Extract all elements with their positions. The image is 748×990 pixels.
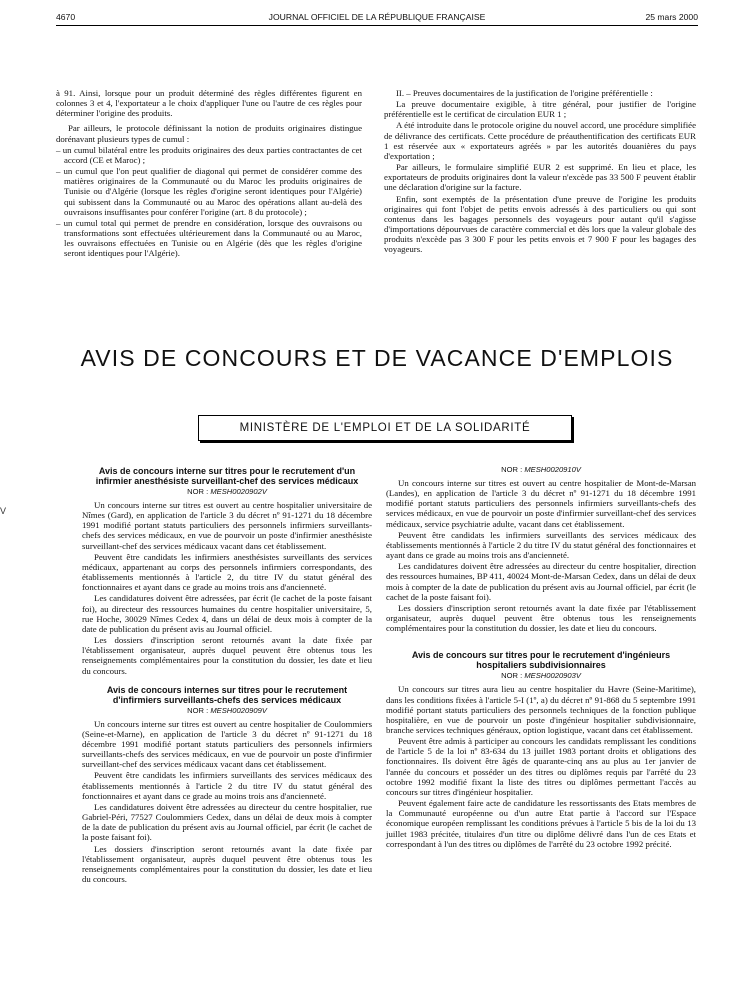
paragraph: Enfin, sont exemptés de la présentation d'une preuve de l'origine les produits originaires qui font l'objet de petits envois adressés à des particuliers ou qui sont contenus dans les bagages personnels des voyageurs pour autant qu'il s'agisse d'importations dépourvues de caractère commercial et dès lors que la valeur globale des produits n'excède pas 3 300 F pour les petits envois et 7 900 F pour les bagages des voyageurs. — [384, 193, 696, 255]
paragraph: Un concours interne sur titres est ouvert au centre hospitalier de Mont-de-Marsan (Landes), en application de l'article 3 du décret nº 91-1271 du 18 décembre 1991 modifié portant statuts particuliers des personnels infirmiers surveillants-chefs des services médicaux, en vue de pourvoir un poste d'infirmier surveillant-chef des services médicaux, service psychiatrie adulte, vacant dans cet établissement. — [386, 478, 696, 529]
section-title: AVIS DE CONCOURS ET DE VACANCE D'EMPLOIS — [80, 345, 674, 371]
publication-date: 25 mars 2000 — [645, 12, 698, 22]
subheading: II. – Preuves documentaires de la justification de l'origine préférentielle : — [396, 88, 653, 98]
ministry-heading — [198, 415, 572, 441]
nor-reference — [82, 705, 372, 716]
nor-reference — [386, 464, 696, 475]
nor-code: MESH0020902V — [210, 487, 267, 496]
nor-reference — [82, 486, 372, 497]
nor-code: MESH0020909V — [210, 705, 267, 715]
paragraph: Les dossiers d'inscription seront retournés avant la date fixée par l'établissement organisateur, auprès duquel peuvent être obtenus tous les renseignements complémentaires pour la constitution du dossier, les date et lieu du concours. — [82, 635, 372, 676]
paragraph: A été introduite dans le protocole origine du nouvel accord, une procédure simplifiée de délivrance des certificats. Cette procédure de préauthentification des certificats EUR 1 est réservée aux « exportateurs agréés » par les autorités douanières du pays d'exportation ; — [384, 120, 696, 161]
paragraph: Un concours sur titres aura lieu au centre hospitalier du Havre (Seine-Maritime), dans les conditions fixées à l'article 5-I (1º, a) du décret nº 91-868 du 5 septembre 1991 modifié portant statuts particuliers des personnels techniques de la fonction publique hospitalière, en vue de pourvoir un poste d'ingénieur hospitalier subdivisionnaire, branche services techniques généraux, option logistique, vacant dans cet établissement. — [386, 684, 696, 735]
ministry-name: MINISTÈRE DE L'EMPLOI ET DE LA SOLIDARITÉ — [239, 422, 531, 434]
nor-label: NOR : — [187, 487, 209, 496]
header-rule — [56, 25, 698, 26]
paragraph: Les dossiers d'inscription seront retournés avant la date fixée par l'établissement organisateur, auprès duquel peuvent être obtenus tous les renseignements complémentaires pour la constitution du dossier, les date et lieu du concours. — [386, 602, 696, 634]
top-right-column — [384, 88, 696, 256]
paragraph: Par ailleurs, le protocole définissant la notion de produits originaires distingue dorénavant plusieurs types de cumul : — [56, 123, 362, 144]
list-item: – un cumul bilatéral entre les produits originaires des deux parties contractantes de cet accord (CE et Maroc) ; — [56, 145, 362, 165]
notice-title: Avis de concours internes sur titres pour le recrutement d'infirmiers surveillants-chefs des services médicaux — [106, 684, 348, 705]
paragraph: Un concours interne sur titres est ouvert au centre hospitalier universitaire de Nîmes (Gard), en application de l'article 3 du décret nº 91-1271 du 18 décembre 1991 modifié portant statuts particuliers des personnels infirmiers surveillants-chefs des services médicaux, en vue de pourvoir un poste d'infirmier anesthésiste surveillant-chef des services médicaux vacant dans cet établissement. — [82, 500, 372, 551]
paragraph: Peuvent également faire acte de candidature les ressortissants des Etats membres de la Communauté européenne ou d'un autre Etat partie à l'accord sur l'Espace économique européen remplissant les conditions prévues à l'article 5 bis de la loi du 13 juillet 1983 précitée, titulaires d'un titre ou diplôme délivré dans l'un de ces Etats et correspondant à l'un des titres ou diplômes de l'arrêté du 23 octobre 1992 précité. — [386, 798, 696, 849]
paragraph: Les candidatures doivent être adressées au directeur du centre hospitalier, direction des ressources humaines, BP 411, 40024 Mont-de-Marsan Cedex, dans un délai de deux mois à compter de la date de publication du présent avis au Journal officiel, par écrit (le cachet de la poste faisant foi). — [386, 561, 696, 602]
paragraph: Peuvent être candidats les infirmiers surveillants des services médicaux des établissements mentionnés à l'article 2 du titre IV du statut général des fonctionnaires et ayant dans ce grade au moins trois ans d'ancienneté. — [386, 529, 696, 561]
paragraph: Les candidatures doivent être adressées, par écrit (le cachet de la poste faisant foi), au directeur des ressources humaines du centre hospitalier universitaire, 5, rue Hoche, 30029 Nîmes Cedex 4, dans un délai de deux mois à compter de la date de publication du présent avis au Journal officiel. — [82, 593, 372, 634]
paragraph: Un concours interne sur titres est ouvert au centre hospitalier de Coulommiers (Seine-et-Marne), en application de l'article 3 du décret nº 91-1271 du 18 décembre 1991 modifié portant statuts particuliers des personnels infirmiers surveillants-chefs des services médicaux, en vue de pourvoir un poste d'infirmier surveillant-chef des services médicaux vacant dans cet établissement. — [82, 718, 372, 770]
nor-label: NOR : — [501, 465, 523, 474]
notice-title: Avis de concours sur titres pour le recrutement d'ingénieurs hospitaliers subdivisionnaires — [411, 650, 671, 671]
page-number: 4670 — [56, 12, 76, 22]
list-item: – un cumul total qui permet de prendre en considération, lorsque des ouvraisons ou transformations sont effectuées ultérieurement dans la Communauté ou au Maroc, les ouvraisons effectuées en Tunisie ou en Algérie (dès que les règles d'origine seront identiques pour l'Algérie). — [56, 218, 362, 259]
bottom-left-column — [82, 466, 372, 885]
nor-label: NOR : — [501, 671, 523, 681]
margin-mark: V — [0, 506, 7, 516]
list-item: – un cumul que l'on peut qualifier de diagonal qui permet de considérer comme des matières originaires de la Communauté ou du Maroc les produits originaires de Tunisie ou d'Algérie (lorsque les règles d'origine seront identiques pour l'Algérie) qui subissent dans la Communauté ou au Maroc des opérations allant au-delà des ouvraisons insuffisantes pour conférer l'origine (art. 8 du protocole) ; — [56, 166, 362, 217]
paragraph: La preuve documentaire exigible, à titre général, pour justifier de l'origine préférentielle est le certificat de circulation EUR 1 ; — [384, 99, 696, 120]
page-header — [56, 12, 698, 26]
paragraph: Peuvent être candidats les infirmiers surveillants des services médicaux des établissements mentionnés à l'article 2 du titre IV du statut général des fonctionnaires et ayant dans ce grade au moins trois ans d'ancienneté. — [82, 770, 372, 801]
nor-code: MESH0020910V — [524, 465, 581, 474]
bottom-right-column — [386, 464, 696, 850]
paragraph: Peuvent être admis à participer au concours les candidats remplissant les conditions de l'article 5 de la loi nº 83-634 du 13 juillet 1983 portant droits et obligations des fonctionnaires. Ils doivent être âgés de quarante-cinq ans au plus au 1er janvier de l'année du concours et posséder un des titres ou diplômes requis par l'arrêté du 23 octobre 1992 modifié fixant la liste des titres ou diplômes permettant l'accès au concours sur titres d'ingénieur hospitalier. — [386, 736, 696, 797]
paragraph: Par ailleurs, le formulaire simplifié EUR 2 est supprimé. En lieu et place, les exportateurs de produits originaires dont la valeur n'excède pas 33 500 F peuvent établir une déclaration d'origine sur la facture. — [384, 162, 696, 193]
top-left-column — [56, 88, 362, 260]
nor-reference — [386, 670, 696, 681]
paragraph: à 91. Ainsi, lorsque pour un produit déterminé des règles différentes figurent en colonnes 3 et 4, l'exportateur a le choix d'appliquer l'une ou l'autre de ces règles pour déterminer l'origine des produits. — [56, 88, 362, 119]
nor-label: NOR : — [187, 705, 209, 715]
paragraph: Les candidatures doivent être adressées au directeur du centre hospitalier, rue Gabriel-Péri, 77527 Coulommiers Cedex, dans un délai de deux mois à compter de la date de publication du présent avis au Journal officiel, par écrit (le cachet de la poste faisant foi). — [82, 801, 372, 843]
journal-title: JOURNAL OFFICIEL DE LA RÉPUBLIQUE FRANÇAISE — [268, 12, 486, 22]
nor-code: MESH0020903V — [524, 671, 581, 681]
notice-title: Avis de concours interne sur titres pour le recrutement d'un infirmier anesthésiste surveillant-chef des services médicaux — [95, 466, 359, 486]
paragraph: Peuvent être candidats les infirmiers anesthésistes surveillants des services médicaux, appartenant au corps des personnels infirmiers correspondants, des établissements mentionnés à l'article 2, du titre IV du statut général des fonctionnaires et ayant dans ce grade au moins trois ans d'ancienneté. — [82, 551, 372, 593]
paragraph: Les dossiers d'inscription seront retournés avant la date fixée par l'établissement organisateur, auprès duquel peuvent être obtenus tous les renseignements complémentaires pour la constitution du dossier, les date et lieu du concours. — [82, 843, 372, 884]
